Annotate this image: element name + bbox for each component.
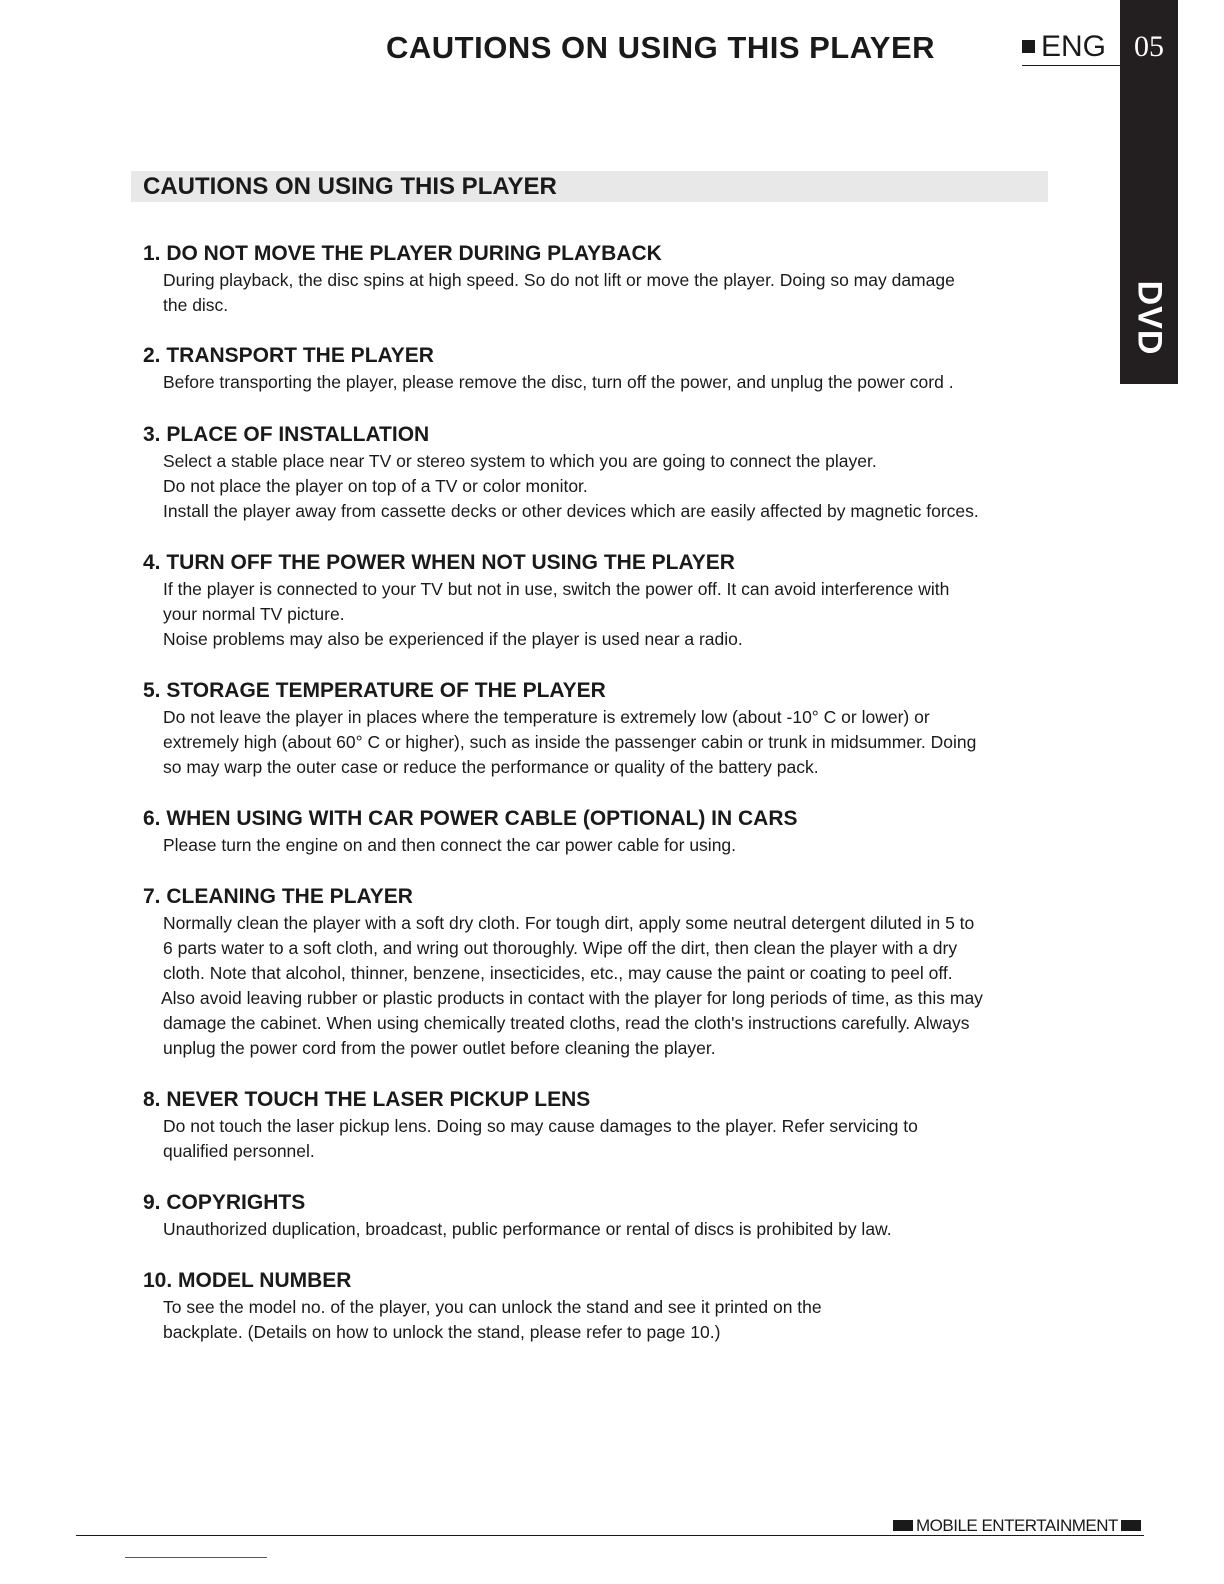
footer-divider — [76, 1535, 1144, 1536]
page-header-title: CAUTIONS ON USING THIS PLAYER — [386, 30, 936, 65]
caution-body — [163, 370, 1058, 395]
caution-body — [163, 449, 1058, 524]
footer-brand — [893, 1516, 1141, 1536]
caution-text-line: backplate. (Details on how to unlock the stand, please refer to page 10.) — [163, 1322, 721, 1342]
caution-body — [163, 833, 1058, 858]
caution-text-line: the disc. — [163, 295, 229, 315]
caution-item-5 — [143, 677, 1058, 780]
caution-heading: 10. MODEL NUMBER — [143, 1269, 352, 1292]
caution-heading: 9. COPYRIGHTS — [143, 1191, 306, 1214]
caution-body — [163, 577, 1058, 652]
caution-text-line: Do not leave the player in places where the temperature is extremely low (about -10° C or lower) or — [163, 707, 930, 727]
caution-item-9 — [143, 1189, 1058, 1242]
caution-text-line: Install the player away from cassette decks or other devices which are easily affected by magnetic forces. — [163, 501, 979, 521]
page-number: 05 — [1134, 30, 1164, 63]
caution-text-line: During playback, the disc spins at high speed. So do not lift or move the player. Doing so may damage — [163, 270, 955, 290]
caution-body — [163, 1217, 1058, 1242]
caution-text-line: If the player is connected to your TV but not in use, switch the power off. It can avoid interference with — [163, 579, 950, 599]
language-label: ENG — [1041, 30, 1107, 63]
side-tab-label: DVD — [1130, 280, 1169, 356]
caution-text-line: Before transporting the player, please remove the disc, turn off the power, and unplug the power cord . — [163, 372, 954, 392]
caution-item-4 — [143, 549, 1058, 652]
caution-heading: 6. WHEN USING WITH CAR POWER CABLE (OPTIONAL) IN CARS — [143, 807, 798, 830]
caution-body — [163, 1295, 1058, 1345]
caution-text-line: Select a stable place near TV or stereo system to which you are going to connect the player. — [163, 451, 877, 471]
caution-text-line: qualified personnel. — [163, 1141, 315, 1161]
caution-item-8 — [143, 1086, 1058, 1164]
caution-body — [163, 911, 1058, 1061]
caution-item-2 — [143, 342, 1058, 395]
caution-body — [163, 268, 1058, 318]
caution-text-line: extremely high (about 60° C or higher), such as inside the passenger cabin or trunk in midsummer. Doing — [163, 732, 977, 752]
caution-heading: 5. STORAGE TEMPERATURE OF THE PLAYER — [143, 679, 606, 702]
caution-text-line: damage the cabinet. When using chemically treated cloths, read the cloth's instructions carefully. Always — [163, 1013, 970, 1033]
caution-body — [163, 705, 1058, 780]
block-left-icon — [893, 1520, 913, 1531]
section-banner — [131, 171, 1048, 202]
caution-heading: 8. NEVER TOUCH THE LASER PICKUP LENS — [143, 1088, 591, 1111]
caution-text-line: your normal TV picture. — [163, 604, 345, 624]
caution-text-line: so may warp the outer case or reduce the performance or quality of the battery pack. — [163, 757, 819, 777]
footer-brand-label: MOBILE ENTERTAINMENT — [916, 1516, 1118, 1535]
language-indicator — [1022, 30, 1120, 66]
cautions-list — [143, 240, 1058, 1345]
caution-text-line: To see the model no. of the player, you can unlock the stand and see it printed on the — [163, 1297, 822, 1317]
caution-text-line: Also avoid leaving rubber or plastic products in contact with the player for long periods of time, as this may — [161, 988, 983, 1008]
caution-heading: 7. CLEANING THE PLAYER — [143, 885, 413, 908]
caution-text-line: Unauthorized duplication, broadcast, public performance or rental of discs is prohibited by law. — [163, 1219, 892, 1239]
caution-text-line: 6 parts water to a soft cloth, and wring out thoroughly. Wipe off the dirt, then clean the player with a dry — [163, 938, 958, 958]
section-title: CAUTIONS ON USING THIS PLAYER — [143, 173, 557, 200]
caution-body — [163, 1114, 1058, 1164]
caution-heading: 2. TRANSPORT THE PLAYER — [143, 344, 434, 367]
block-right-icon — [1121, 1520, 1141, 1531]
caution-text-line: unplug the power cord from the power outlet before cleaning the player. — [163, 1038, 716, 1058]
footer-accent-line — [125, 1557, 267, 1558]
caution-item-10 — [143, 1267, 1058, 1345]
caution-text-line: Please turn the engine on and then connect the car power cable for using. — [163, 835, 737, 855]
caution-text-line: cloth. Note that alcohol, thinner, benzene, insecticides, etc., may cause the paint or coating to peel off. — [163, 963, 953, 983]
side-tab — [1120, 0, 1178, 384]
caution-text-line: Noise problems may also be experienced if the player is used near a radio. — [163, 629, 743, 649]
caution-item-3 — [143, 421, 1058, 524]
caution-heading: 1. DO NOT MOVE THE PLAYER DURING PLAYBACK — [143, 242, 662, 265]
caution-heading: 4. TURN OFF THE POWER WHEN NOT USING THE PLAYER — [143, 551, 735, 574]
square-bullet-icon — [1022, 40, 1035, 53]
caution-text-line: Do not touch the laser pickup lens. Doing so may cause damages to the player. Refer servicing to — [163, 1116, 918, 1136]
caution-item-6 — [143, 805, 1058, 858]
caution-heading: 3. PLACE OF INSTALLATION — [143, 423, 430, 446]
caution-text-line: Normally clean the player with a soft dry cloth. For tough dirt, apply some neutral detergent diluted in 5 to — [163, 913, 975, 933]
caution-item-1 — [143, 240, 1058, 318]
caution-item-7 — [143, 883, 1058, 1061]
caution-text-line: Do not place the player on top of a TV or color monitor. — [163, 476, 588, 496]
